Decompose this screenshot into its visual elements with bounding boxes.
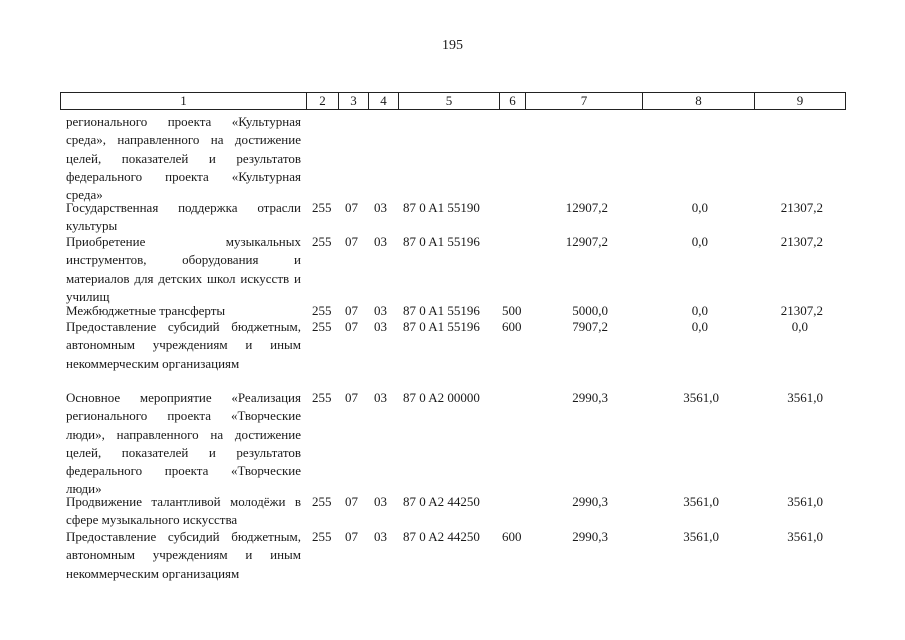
row-c8: 0,0 bbox=[691, 200, 708, 215]
row-c7: 2990,3 bbox=[572, 494, 608, 509]
row-name: регионального проекта «Культурная среда», направленного на достижение целей, показателей и результатов федерального проекта «Культурная среда» bbox=[66, 114, 301, 203]
table-header bbox=[60, 92, 846, 110]
row-c4: 03 bbox=[374, 494, 387, 509]
row-name: Государственная поддержка отрасли культуры bbox=[66, 200, 301, 234]
row-c2: 255 bbox=[312, 234, 332, 249]
row-c9: 21307,2 bbox=[780, 303, 823, 318]
row-c2: 255 bbox=[312, 494, 332, 509]
row-c8: 3561,0 bbox=[683, 529, 719, 544]
row-c9: 0,0 bbox=[791, 319, 808, 334]
row-c5: 87 0 A1 55196 bbox=[403, 234, 480, 249]
row-c9: 21307,2 bbox=[780, 200, 823, 215]
row-c7: 12907,2 bbox=[565, 200, 608, 215]
row-c2: 255 bbox=[312, 200, 332, 215]
row-c2: 255 bbox=[312, 390, 332, 405]
row-c5: 87 0 A2 44250 bbox=[403, 529, 480, 544]
row-c3: 07 bbox=[345, 319, 358, 334]
row-c4: 03 bbox=[374, 234, 387, 249]
row-c5: 87 0 A2 44250 bbox=[403, 494, 480, 509]
row-c7: 2990,3 bbox=[572, 529, 608, 544]
row-c8: 0,0 bbox=[691, 319, 708, 334]
header-col-3: 3 bbox=[339, 93, 369, 109]
row-c6: 500 bbox=[502, 303, 522, 318]
row-c6: 600 bbox=[502, 529, 522, 544]
row-c3: 07 bbox=[345, 234, 358, 249]
page-number: 195 bbox=[442, 38, 463, 53]
row-c7: 2990,3 bbox=[572, 390, 608, 405]
row-c4: 03 bbox=[374, 390, 387, 405]
header-col-6: 6 bbox=[500, 93, 526, 109]
row-c4: 03 bbox=[374, 529, 387, 544]
row-c9: 3561,0 bbox=[787, 390, 823, 405]
row-c4: 03 bbox=[374, 303, 387, 318]
header-col-5: 5 bbox=[399, 93, 500, 109]
row-c9: 3561,0 bbox=[787, 494, 823, 509]
row-name: Предоставление субсидий бюджетным, автономным учреждениям и иным некоммерческим организациям bbox=[66, 529, 301, 581]
row-name: Продвижение талантливой молодёжи в сфере музыкального искусства bbox=[66, 494, 301, 528]
row-c3: 07 bbox=[345, 390, 358, 405]
row-c5: 87 0 A2 00000 bbox=[403, 390, 480, 405]
row-c3: 07 bbox=[345, 494, 358, 509]
row-name: Межбюджетные трансферты bbox=[66, 303, 226, 318]
header-col-9: 9 bbox=[796, 93, 804, 108]
row-c5: 87 0 A1 55196 bbox=[403, 319, 480, 334]
row-c6: 600 bbox=[502, 319, 522, 334]
row-c3: 07 bbox=[345, 529, 358, 544]
row-c7: 7907,2 bbox=[572, 319, 608, 334]
row-c2: 255 bbox=[312, 319, 332, 334]
row-c8: 0,0 bbox=[691, 303, 708, 318]
row-c5: 87 0 A1 55190 bbox=[403, 200, 480, 215]
row-c8: 3561,0 bbox=[683, 494, 719, 509]
header-col-1: 1 bbox=[61, 93, 307, 109]
row-c8: 3561,0 bbox=[683, 390, 719, 405]
row-c9: 3561,0 bbox=[787, 529, 823, 544]
row-c5: 87 0 A1 55196 bbox=[403, 303, 480, 318]
row-c2: 255 bbox=[312, 529, 332, 544]
row-c9: 21307,2 bbox=[780, 234, 823, 249]
row-c2: 255 bbox=[312, 303, 332, 318]
header-col-2: 2 bbox=[307, 93, 339, 109]
header-col-7: 7 bbox=[526, 93, 643, 109]
row-name: Приобретение музыкальных инструментов, оборудования и материалов для детских школ искусств и училищ bbox=[66, 234, 301, 304]
row-c7: 5000,0 bbox=[572, 303, 608, 318]
row-c7: 12907,2 bbox=[565, 234, 608, 249]
header-col-4: 4 bbox=[369, 93, 399, 109]
row-name: Предоставление субсидий бюджетным, автономным учреждениям и иным некоммерческим организациям bbox=[66, 319, 301, 371]
row-c3: 07 bbox=[345, 303, 358, 318]
row-c4: 03 bbox=[374, 200, 387, 215]
row-c8: 0,0 bbox=[691, 234, 708, 249]
row-name: Основное мероприятие «Реализация регионального проекта «Творческие люди», направленного на достижение целей, показателей и результатов федерального проекта «Творческие люди» bbox=[66, 390, 301, 497]
header-col-8: 8 bbox=[643, 93, 755, 109]
row-c3: 07 bbox=[345, 200, 358, 215]
row-c4: 03 bbox=[374, 319, 387, 334]
